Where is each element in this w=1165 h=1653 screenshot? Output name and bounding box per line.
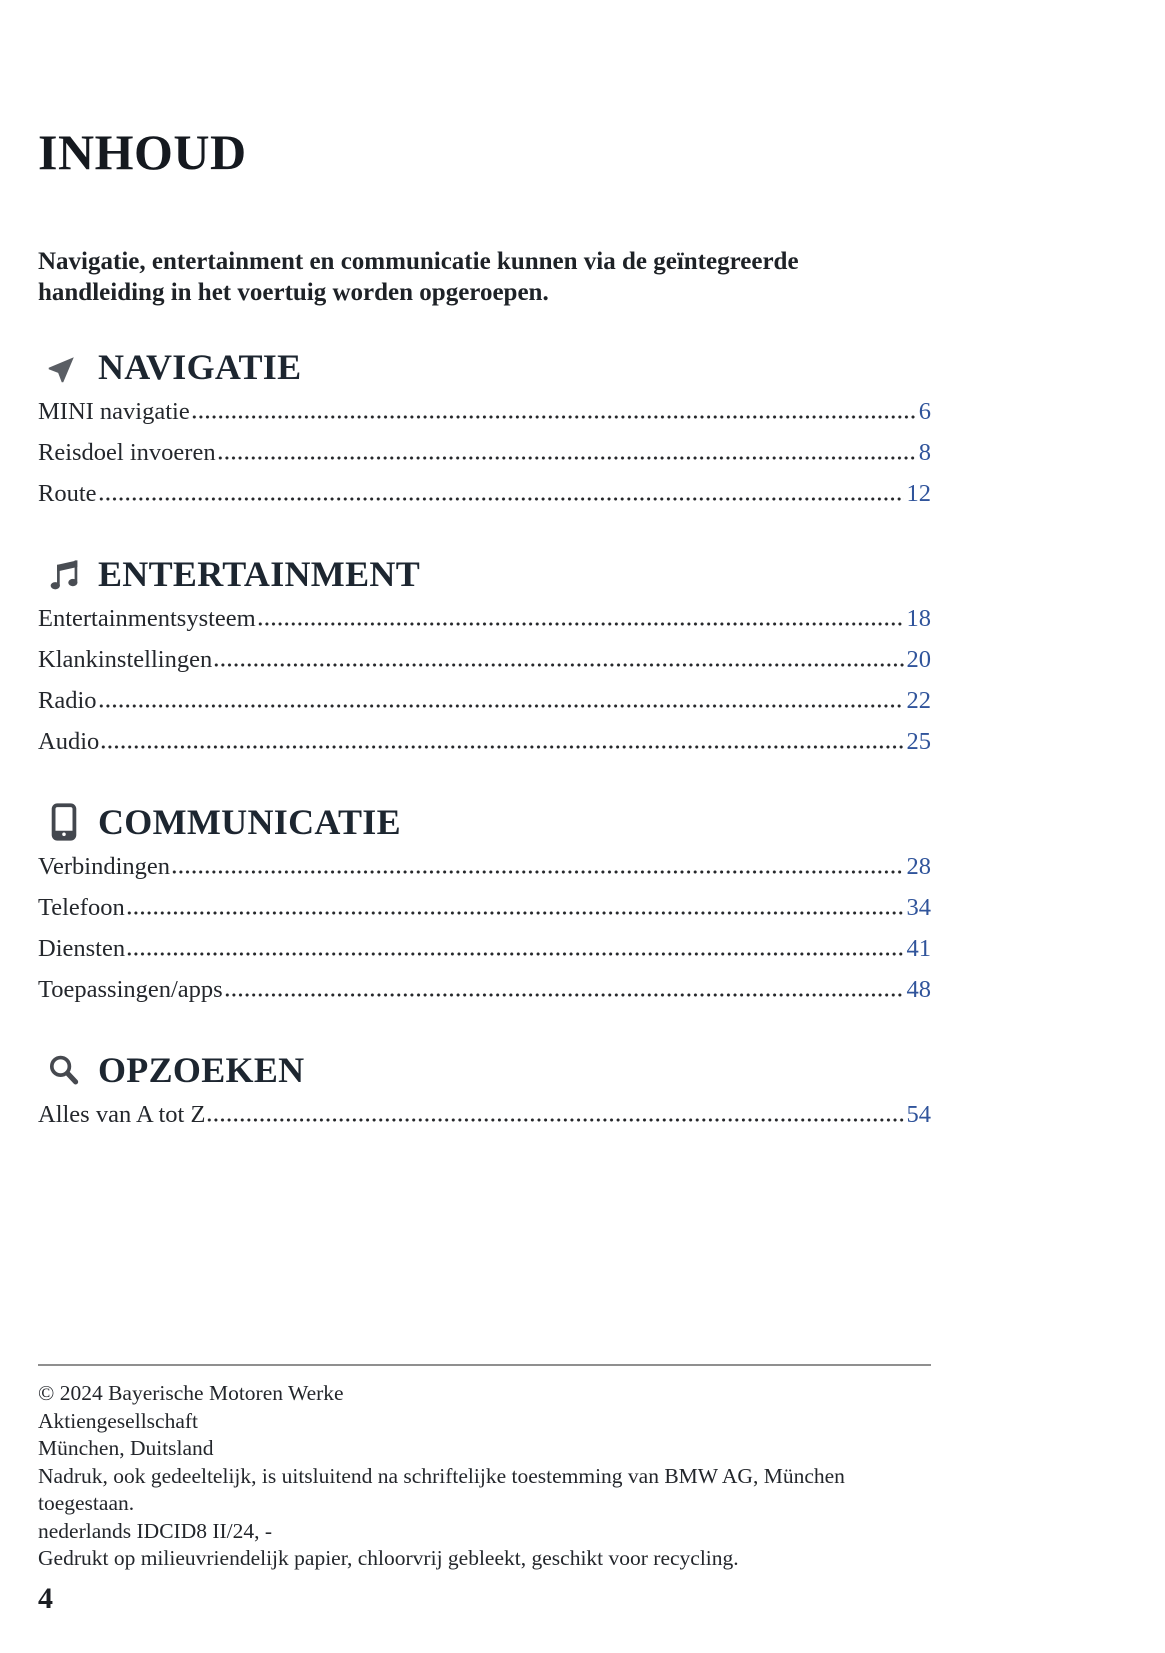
section-heading — [38, 551, 931, 597]
section-entries — [38, 398, 931, 521]
music-note-icon — [44, 554, 84, 594]
dot-leader — [98, 704, 904, 708]
toc-entry-page: 6 — [918, 398, 931, 425]
dot-leader — [191, 415, 916, 419]
magnifier-icon — [44, 1050, 84, 1090]
dot-leader — [171, 870, 904, 874]
toc-entry-label: Diensten — [38, 935, 126, 962]
toc-section — [38, 1047, 931, 1142]
toc-entry-page: 25 — [906, 728, 931, 755]
toc-entry-page: 34 — [906, 894, 931, 921]
imprint-line: Aktiengesellschaft — [38, 1408, 199, 1433]
toc-section — [38, 799, 931, 1017]
dot-leader — [257, 622, 904, 626]
toc-entry-page: 18 — [906, 605, 931, 632]
toc-section — [38, 344, 931, 521]
dot-leader — [126, 911, 904, 915]
dot-leader — [98, 497, 904, 501]
dot-leader — [100, 745, 903, 749]
navigation-arrow-icon — [44, 347, 84, 387]
imprint-line: © 2024 Bayerische Motoren Werke — [38, 1381, 344, 1405]
toc-entry-page: 54 — [906, 1101, 931, 1128]
toc-entry[interactable] — [38, 398, 931, 439]
toc-entry-label: Toepassingen/apps — [38, 976, 223, 1003]
toc-entry-page: 28 — [906, 853, 931, 880]
toc-section — [38, 551, 931, 769]
intro-paragraph: Navigatie, entertainment en communicatie kunnen via de geïntegreerde handleiding in het voertuig worden opgeroepen. — [38, 248, 799, 306]
toc-entry-label: Telefoon — [38, 894, 125, 921]
imprint-line: Nadruk, ook gedeeltelijk, is uitsluitend na schriftelijke toestemming van BMW AG, München toegestaan. — [38, 1463, 845, 1515]
toc-entry[interactable] — [38, 646, 931, 687]
dot-leader — [224, 993, 904, 997]
section-heading — [38, 1047, 931, 1093]
section-heading — [38, 344, 931, 390]
toc-entry[interactable] — [38, 853, 931, 894]
toc-entry[interactable] — [38, 687, 931, 728]
section-heading — [38, 799, 931, 845]
toc-entry-label: Klankinstellingen — [38, 646, 213, 673]
dot-leader — [126, 952, 903, 956]
toc-entry-page: 20 — [906, 646, 931, 673]
toc-entry[interactable] — [38, 605, 931, 646]
section-entries — [38, 1101, 931, 1142]
section-title: COMMUNICATIE — [98, 802, 401, 842]
section-title: OPZOEKEN — [98, 1050, 305, 1090]
toc-entry-label: MINI navigatie — [38, 398, 190, 425]
table-of-contents — [38, 344, 931, 1142]
toc-entry[interactable] — [38, 1101, 931, 1142]
imprint-line: nederlands IDCID8 II/24, - — [38, 1518, 273, 1543]
toc-entry-page: 22 — [906, 687, 931, 714]
toc-entry-page: 8 — [918, 439, 931, 466]
imprint-line: Gedrukt op milieuvriendelijk papier, chloorvrij gebleekt, geschikt voor recycling. — [38, 1546, 739, 1570]
toc-entry-label: Alles van A tot Z — [38, 1101, 206, 1128]
toc-entry[interactable] — [38, 480, 931, 521]
page-title: INHOUD — [38, 124, 247, 180]
imprint-line: München, Duitsland — [38, 1436, 214, 1460]
toc-entry[interactable] — [38, 439, 931, 480]
toc-entry-label: Verbindingen — [38, 853, 170, 880]
toc-entry-label: Route — [38, 480, 97, 507]
page-content — [38, 0, 931, 1142]
toc-entry[interactable] — [38, 935, 931, 976]
dot-leader — [206, 1118, 903, 1122]
section-entries — [38, 853, 931, 1017]
section-title: NAVIGATIE — [98, 347, 302, 387]
toc-entry[interactable] — [38, 894, 931, 935]
toc-entry-label: Audio — [38, 728, 100, 755]
toc-entry-label: Reisdoel invoeren — [38, 439, 216, 466]
dot-leader — [217, 456, 916, 460]
section-entries — [38, 605, 931, 769]
imprint-text — [38, 1380, 931, 1573]
toc-entry-page: 48 — [906, 976, 931, 1003]
section-title: ENTERTAINMENT — [98, 554, 421, 594]
toc-entry[interactable] — [38, 976, 931, 1017]
toc-entry-label: Radio — [38, 687, 97, 714]
dot-leader — [213, 663, 903, 667]
page-number: 4 — [38, 1582, 53, 1615]
toc-entry-page: 41 — [906, 935, 931, 962]
smartphone-icon — [44, 802, 84, 842]
toc-entry[interactable] — [38, 728, 931, 769]
imprint-footer — [38, 1364, 931, 1573]
toc-entry-page: 12 — [906, 480, 931, 507]
footer-divider — [38, 1364, 931, 1366]
toc-entry-label: Entertainmentsysteem — [38, 605, 256, 632]
